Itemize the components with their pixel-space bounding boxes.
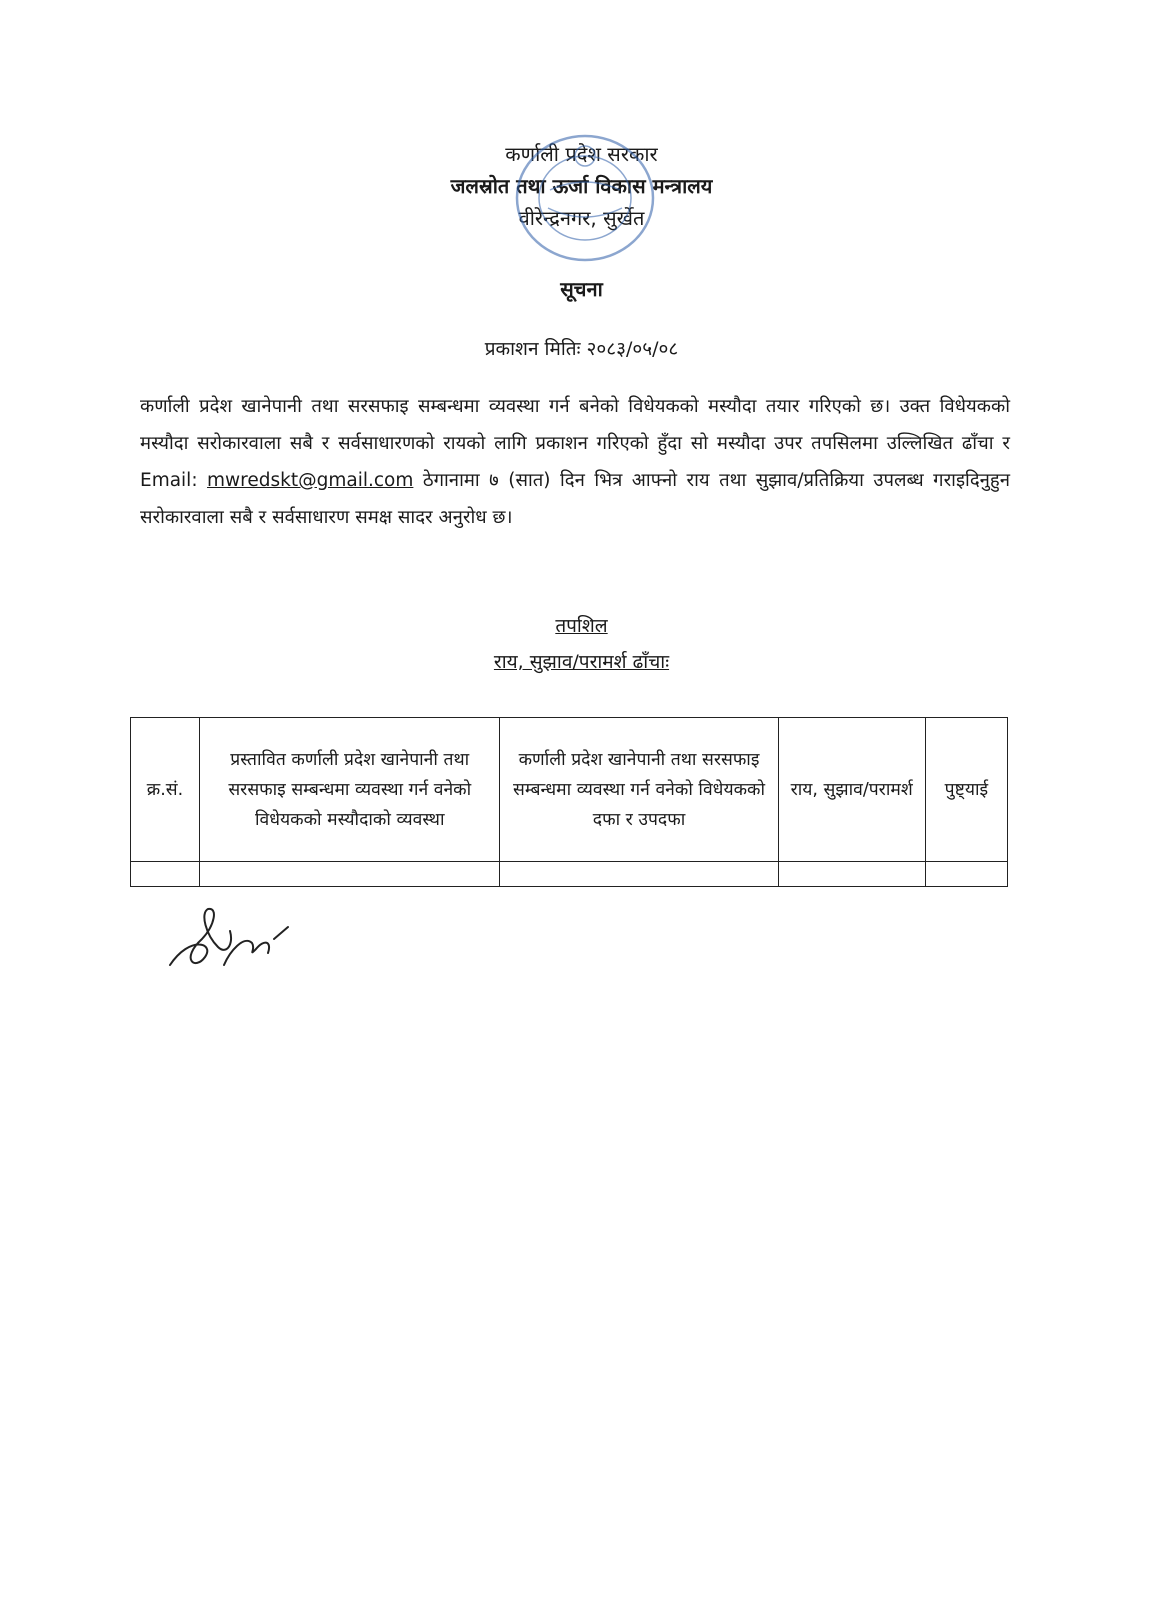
header-serial-number: क्र.सं. — [131, 718, 200, 862]
header-opinion-suggestion: राय, सुझाव/परामर्श — [778, 718, 925, 862]
feedback-form-table — [130, 717, 1008, 887]
letterhead — [0, 138, 1163, 234]
empty-cell — [925, 862, 1007, 887]
annex-title: तपशिल — [555, 615, 608, 637]
body-text-part-2: ठेगानामा ७ (सात) दिन भित्र आफ्नो राय तथा सुझाव/प्रतिक्रिया उपलब्ध गराइदिनुहुन सरोकारवाला सबै र सर्वसाधारण समक्ष सादर अनुरोध छ। — [140, 470, 1010, 528]
publication-date: प्रकाशन मितिः २०८३/०५/०८ — [484, 338, 679, 360]
form-title: राय, सुझाव/परामर्श ढाँचाः — [493, 651, 670, 673]
handwritten-signature — [160, 895, 300, 980]
ministry-name: जलस्रोत तथा ऊर्जा विकास मन्त्रालय — [450, 174, 713, 198]
government-name: कर्णाली प्रदेश सरकार — [505, 142, 658, 166]
header-justification: पुष्ट्याई — [925, 718, 1007, 862]
empty-cell — [131, 862, 200, 887]
email-link[interactable]: mwredskt@gmail.com — [207, 470, 414, 491]
table-header-row — [131, 718, 1008, 862]
table-row — [131, 862, 1008, 887]
body-text-part-1: कर्णाली प्रदेश खानेपानी तथा सरसफाइ सम्बन्धमा व्यवस्था गर्न बनेको विधेयकको मस्यौदा तयार गरिएको छ। उक्त विधेयकको मस्यौदा सरोकारवाला सबै र सर्वसाधारणको रायको लागि प्रकाशन गरिएको हुँदा सो मस्यौदा उपर तपसिलमा उल्लिखित ढाँचा र Email: — [140, 396, 1010, 491]
header-section-subsection: कर्णाली प्रदेश खानेपानी तथा सरसफाइ सम्बन्धमा व्यवस्था गर्न वनेको विधेयकको दफा र उपदफा — [500, 718, 778, 862]
empty-cell — [200, 862, 500, 887]
empty-cell — [500, 862, 778, 887]
notice-body — [140, 388, 1010, 536]
notice-title: सूचना — [560, 277, 603, 301]
office-location: वीरेन्द्रनगर, सुर्खेत — [518, 206, 645, 230]
header-proposed-provision: प्रस्तावित कर्णाली प्रदेश खानेपानी तथा सरसफाइ सम्बन्धमा व्यवस्था गर्न वनेको विधेयकको मस्यौदाको व्यवस्था — [200, 718, 500, 862]
empty-cell — [778, 862, 925, 887]
